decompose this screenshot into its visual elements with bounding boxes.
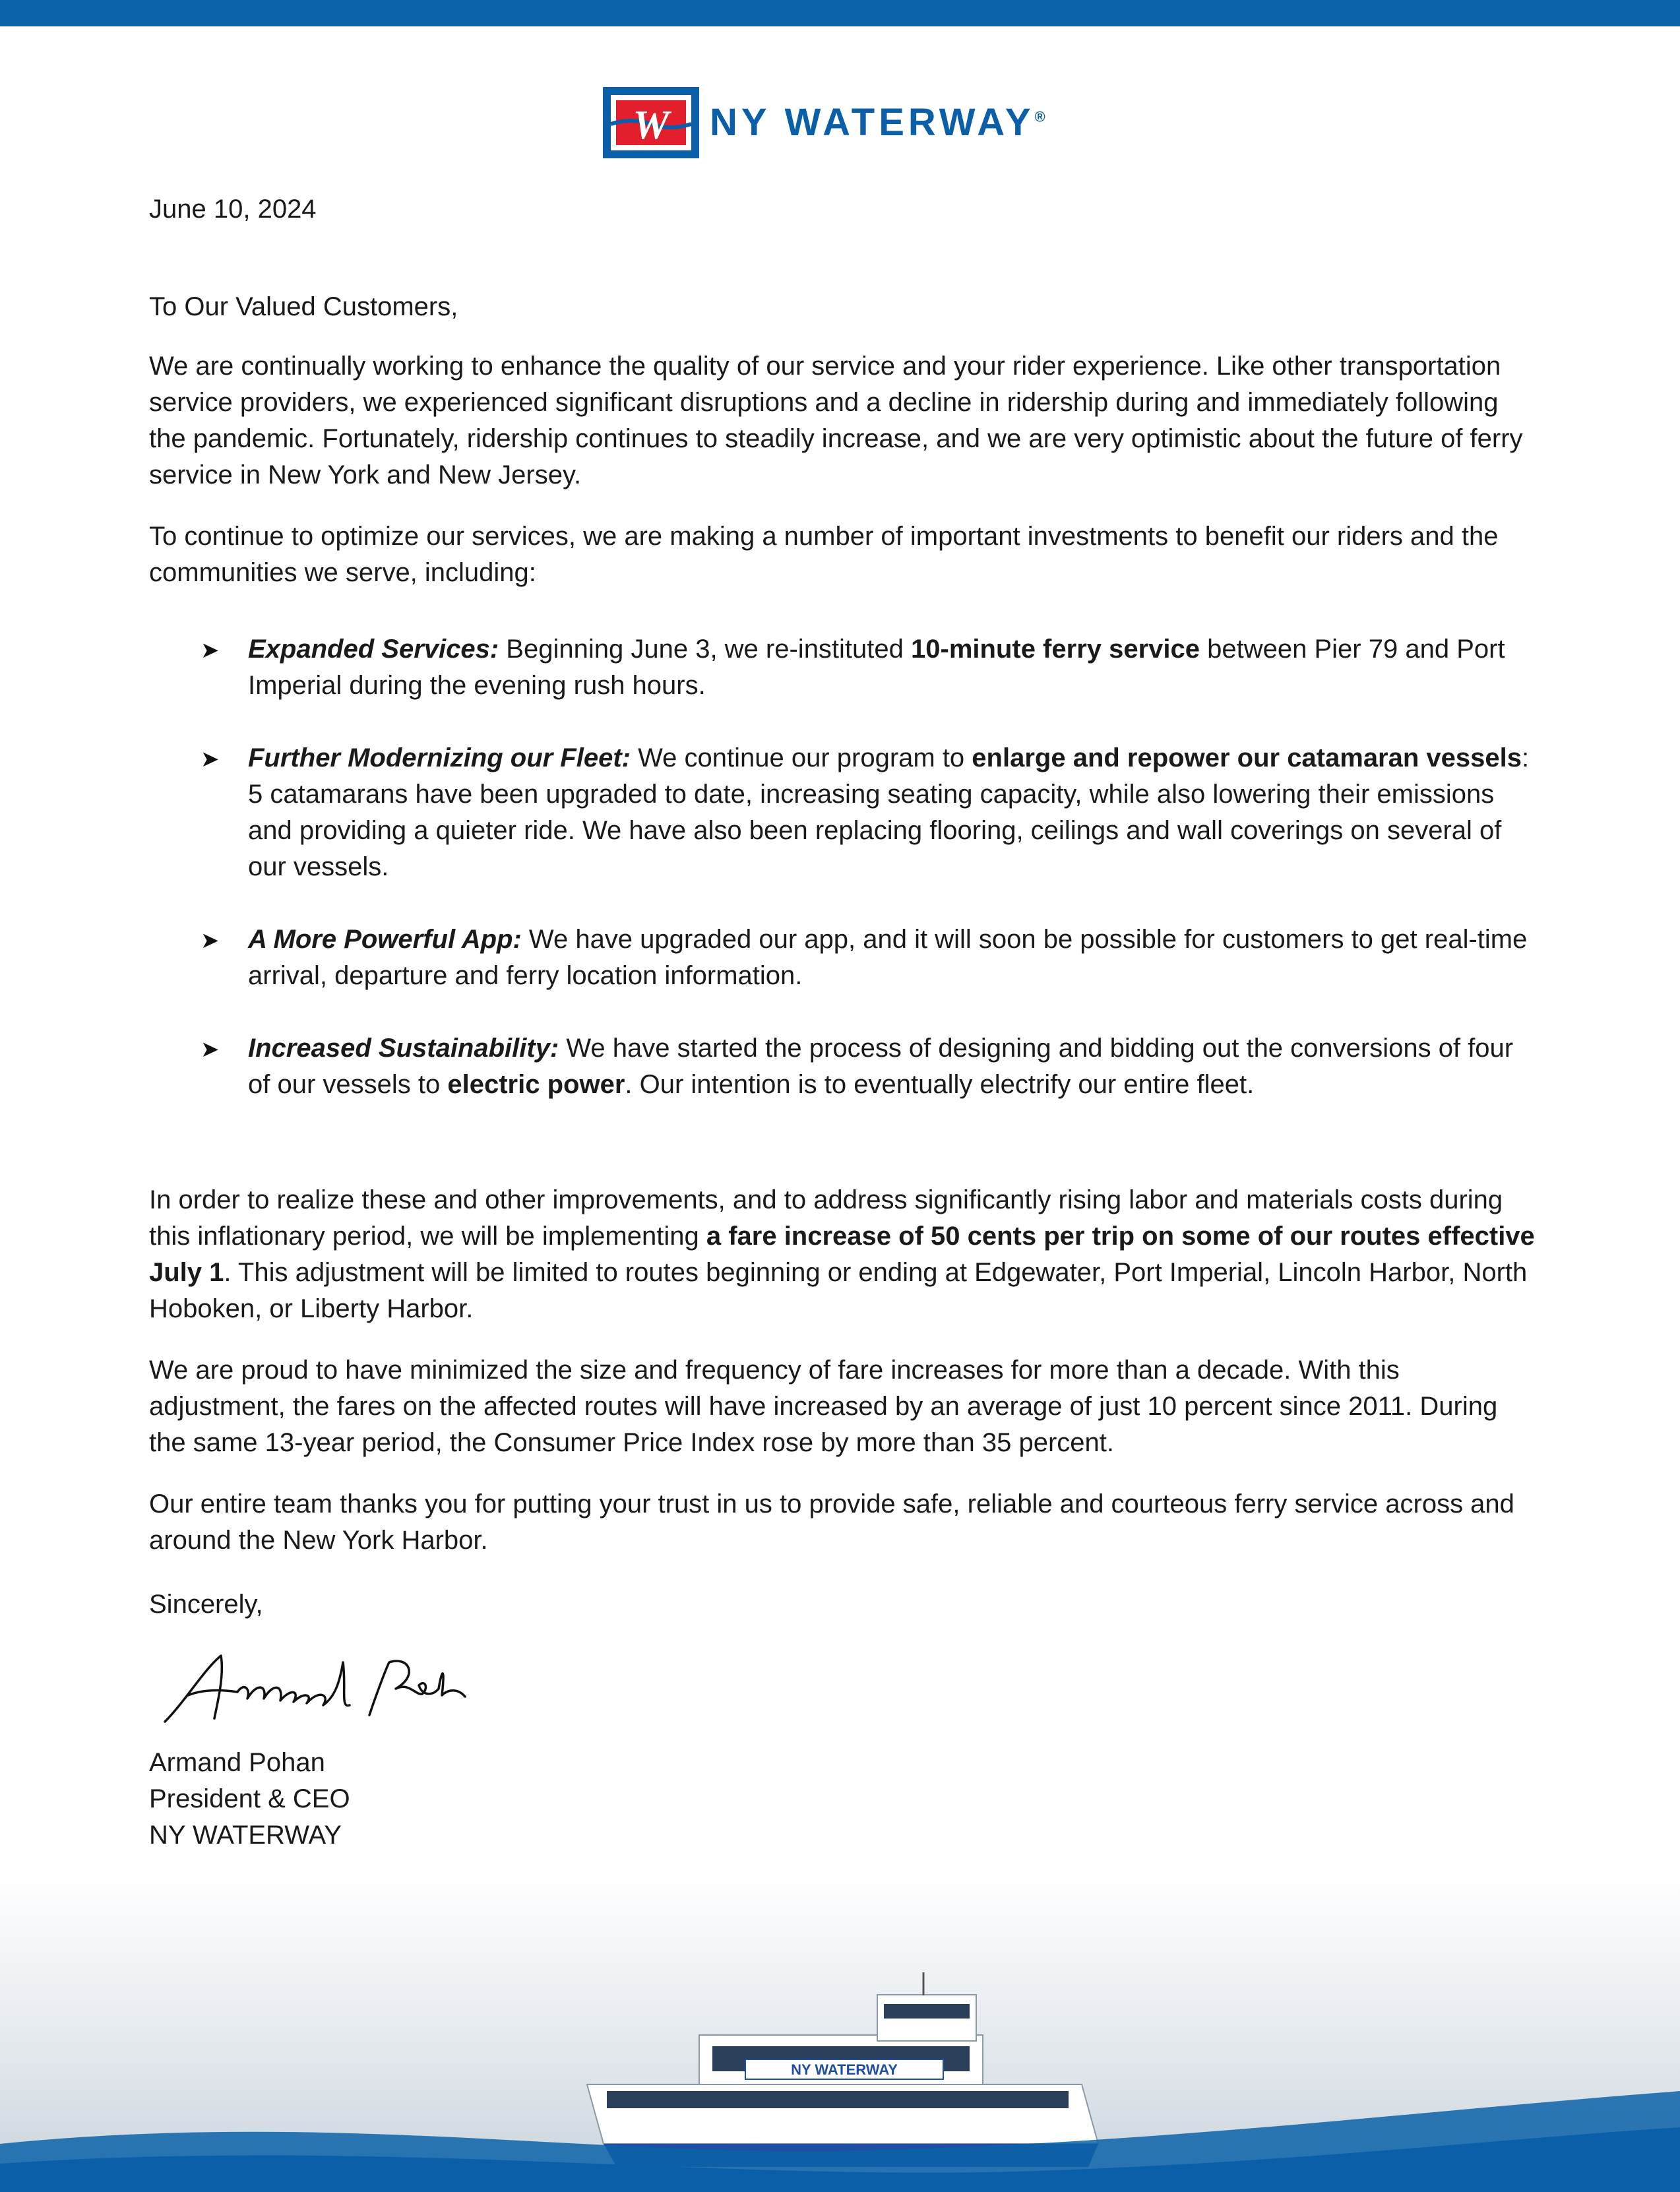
fare-text: . This adjustment will be limited to routes beginning or ending at Edgewater, Port Imperial, Lincoln Harbor, North Hoboken, or Liberty Harbor. — [149, 1258, 1528, 1323]
bullet-text: We continue our program to — [630, 743, 972, 772]
registered-mark: ® — [1034, 108, 1045, 125]
bullet-fleet-modernizing — [149, 740, 1541, 885]
bullet-title: Expanded Services: — [248, 635, 499, 664]
bullet-title: A More Powerful App: — [248, 925, 522, 954]
company-logo — [602, 86, 1090, 160]
bullet-bold-text: 10-minute ferry service — [911, 635, 1200, 664]
bullet-expanded-services — [149, 631, 1541, 704]
investment-bullet-list — [149, 631, 1541, 1139]
bullet-bold-text: electric power — [447, 1070, 625, 1099]
bullet-text: Beginning June 3, we re-instituted — [499, 635, 912, 664]
paragraph-fare-history: We are proud to have minimized the size and frequency of fare increases for more than a decade. With this adjustment, the fares on the affected routes will have increased by an average of just 10 percent since 2011. During the same 13-year period, the Consumer Price Index rose by more than 35 percent. — [149, 1356, 1498, 1457]
signer-title: President & CEO — [149, 1784, 350, 1813]
letter-greeting: To Our Valued Customers, — [149, 292, 458, 321]
waterway-w-icon — [602, 86, 700, 160]
bullet-title: Increased Sustainability: — [248, 1034, 559, 1063]
bullet-text: between Pier 79 and Port Imperial during the evening rush hours. — [248, 635, 1505, 700]
letter-closing: Sincerely, — [149, 1590, 263, 1619]
bullet-text: We have upgraded our app, and it will soon be possible for customers to get real-time arrival, departure and ferry location information. — [248, 925, 1528, 990]
bullet-text: : 5 catamarans have been upgraded to date, increasing seating capacity, while also lowering their emissions and providing a quieter ride. We have also been replacing flooring, ceilings and wall coverings on several of our vessels. — [248, 743, 1530, 881]
paragraph-intro: We are continually working to enhance the quality of our service and your rider experience. Like other transportation service providers, we experienced significant disruptions and a decline in ridership during and immediately following the pandemic. Fortunately, ridership continues to steadily increase, and we are very optimistic about the future of ferry service in New York and New Jersey. — [149, 352, 1523, 489]
bullet-bold-text: enlarge and repower our catamaran vessels — [972, 743, 1522, 772]
arrow-bullet-icon: ➤ — [201, 747, 220, 772]
arrow-bullet-icon: ➤ — [201, 928, 220, 953]
arrow-bullet-icon: ➤ — [201, 1037, 220, 1062]
brand-name: NY WATERWAY — [710, 101, 1035, 144]
bullet-text: We have started the process of designing and bidding out the conversions of four of our vessels to — [248, 1034, 1514, 1099]
logo-mark-letter: W — [633, 103, 669, 148]
paragraph-fare-increase — [149, 1182, 1541, 1327]
ferry-name-label: NY WATERWAY — [791, 2061, 898, 2078]
fare-bold-text: a fare increase of 50 cents per trip on some of our routes effective July 1 — [149, 1222, 1535, 1287]
bullet-powerful-app — [149, 922, 1541, 994]
arrow-bullet-icon: ➤ — [201, 638, 220, 663]
fare-text: In order to realize these and other improvements, and to address significantly rising labor and materials costs during this inflationary period, we will be implementing — [149, 1185, 1503, 1251]
top-color-bar — [0, 0, 1680, 26]
paragraph-investments: To continue to optimize our services, we are making a number of important investments to benefit our riders and the communities we serve, including: — [149, 522, 1499, 587]
handwritten-signature — [158, 1643, 468, 1735]
signer-name: Armand Pohan — [149, 1748, 325, 1777]
letter-date: June 10, 2024 — [149, 195, 317, 224]
bullet-text: . Our intention is to eventually electrify our entire fleet. — [625, 1070, 1255, 1099]
logo-wordmark — [710, 100, 1045, 144]
signer-block — [149, 1745, 1541, 1854]
ferry-footer-illustration — [0, 1873, 1680, 2192]
signer-company: NY WATERWAY — [149, 1821, 342, 1850]
bullet-title: Further Modernizing our Fleet: — [248, 743, 631, 772]
paragraph-thanks: Our entire team thanks you for putting your trust in us to provide safe, reliable and courteous ferry service across and around the New York Harbor. — [149, 1489, 1514, 1555]
bullet-sustainability — [149, 1030, 1541, 1103]
